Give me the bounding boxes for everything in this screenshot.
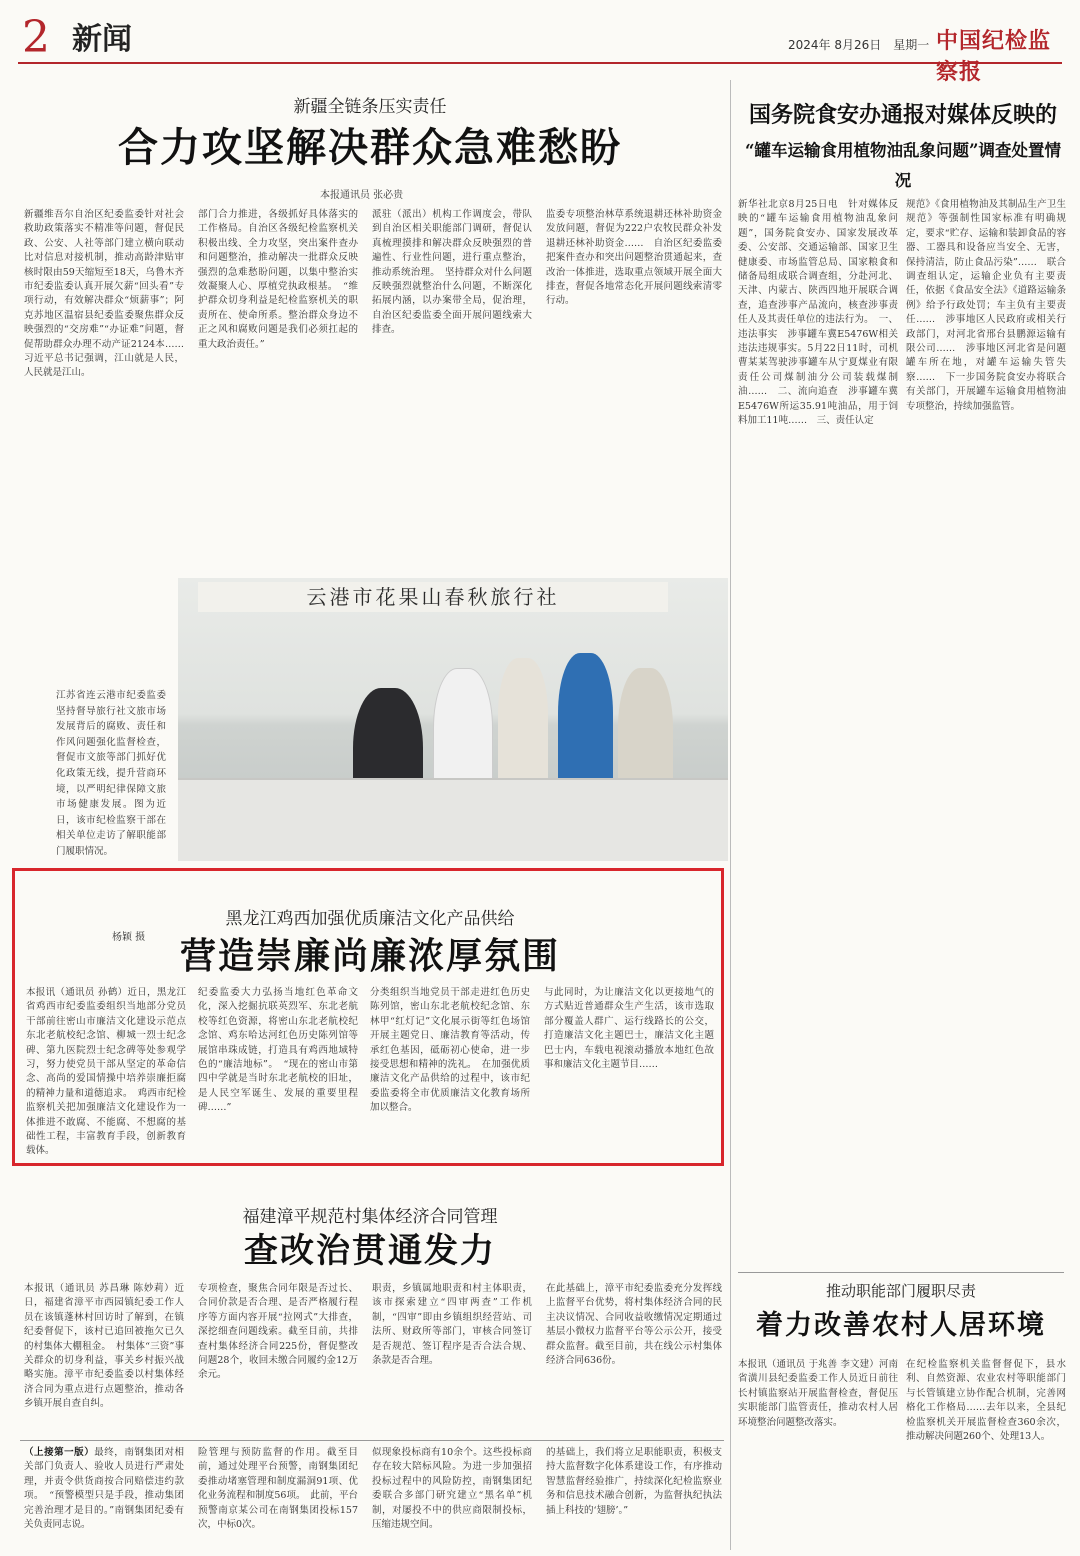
article4-headline: 查改治贯通发力 xyxy=(244,1231,496,1271)
service-counter xyxy=(178,778,728,861)
article3-headline: 营造崇廉尚廉浓厚氛围 xyxy=(179,935,560,977)
article2-column-2: 规范》《食用植物油及其制品生产卫生规范》等强制性国家标准有明确规定，要求“贮存、运输和装卸食品的容器、工器具和设备应当安全、无害，保持清洁，防止食品污染”…… 联合调查组认定，运输企业负有主要责任，依据《食品安全法》《道路运输条例》给予行政处罚；车主负有主要责任…… 涉事地区人民政府或相关行政部门，对河北省邢台县鹏源运输有限公司…… 涉事地区河北省是问题罐车所在地，对罐车运输失管失察…… 下一步国务院食安办将联合有关部门，开展罐车运输食用植物油专项整治，持续加强监管。 xyxy=(906,199,1066,412)
continuation-divider xyxy=(20,1440,724,1441)
sidebar-column-1: 本报讯（通讯员 于兆善 李文建）河南省潢川县纪委监委工作人员近日前往长村镇监察站开展监督检查，督促压实职能部门监管责任，推动农村人居环境整治问题整改落实。 xyxy=(738,1359,898,1428)
continuation-text: 最终，南钢集团对相关部门负责人、验收人员进行严肃处理，并责令供货商按合同赔偿违约款项。 “预警模型只是手段，推动集团完善治理才是目的。”南钢集团纪委有关负责同志说。 xyxy=(24,1447,184,1531)
column-divider xyxy=(730,80,731,1550)
page-header xyxy=(18,12,1062,85)
section-title: 新闻 xyxy=(72,22,132,57)
photo-caption: 江苏省连云港市纪委监委坚持督导旅行社文旅市场发展背后的腐败、责任和作风问题强化监督检查，督促市文旅等部门抓好优化政策无线，提升营商环境，以严明纪律保障文旅市场健康发展。图为近日，该市纪检监察干部在相关单位走访了解职能部门履职情况。 xyxy=(56,690,166,857)
sidebar-divider xyxy=(738,1272,1064,1273)
article3-kicker: 黑龙江鸡西加强优质廉洁文化产品供给 xyxy=(225,909,515,929)
continuation-label: （上接第一版） xyxy=(24,1447,95,1458)
article1-column-3: 派驻（派出）机构工作调度会，带队到自治区相关职能部门调研，督促认真梳理摸排和解决群众反映强烈的普遍性、行业性问题，进行重点整治，推动系统治理。 坚持群众对什么问题反映强烈就整治什么问题，不断深化拓展内涵，以办案带全局，促治理，自治区纪委监委全面开展问题线索大排查。 xyxy=(372,209,532,336)
article4-column-2: 专项检查，聚焦合同年限是否过长、合同价款是否合理、是否严格履行程序等方面内容开展“拉网式”大排查，深挖细查问题线索。截至目前，共排查村集体经济合同225份，督促整改问题28个，收回未缴合同履约金12万余元。 xyxy=(198,1283,358,1381)
article4-column-1: 本报讯（通讯员 苏昌琳 陈妙莉）近日，福建省漳平市西园镇纪委工作人员在该镇蓬林村回访时了解到，在镇纪委督促下，该村已追回被拖欠已久的村集体大棚租金。 村集体“三资”事关群众的切身利益，事关乡村振兴战略实施。漳平市纪委监委以村集体经济合同为重点进行点题整治，推动各乡镇开展自查自纠。 xyxy=(24,1283,184,1410)
article2-column-1: 新华社北京8月25日电 针对媒体反映的“罐车运输食用植物油乱象问题”，国务院食安办、国家发展改革委、公安部、交通运输部、国家卫生健康委、市场监管总局、国家粮食和储备局组成联合调查组，分赴河北、天津、内蒙古、陕西四地开展联合调查，追查涉事产品流向，核查涉事责任人及其责任单位的违法行为。 一、违法事实 涉事罐车冀E5476W相关违法违规事实。5月22日11时，司机曹某某驾驶涉事罐车从宁夏煤业有限责任公司煤制油分公司装载煤制油…… 二、流向追查 涉事罐车冀E5476W所运35.91吨油品，用于饲料加工11吨…… 三、责任认定 xyxy=(738,199,898,427)
article1-byline: 本报通讯员 张必贵 xyxy=(320,190,404,201)
article2-headline-line1: 国务院食安办通报对媒体反映的 xyxy=(748,102,1057,128)
article1-column-2: 部门合力推进，各级抓好具体落实的工作格局。自治区各级纪检监察机关积极出线、全力攻坚，突出案件查办和问题整治，推动解决一批群众反映强烈的急难愁盼问题，以集中整治实效凝聚人心、厚植党执政根基。 “维护群众切身利益是纪检监察机关的职责所在、使命所系。整治群众身边不正之风和腐败问题是我们必须扛起的重大政治责任。” xyxy=(198,209,358,350)
article3-column-3: 分类组织当地党员干部走进红色历史陈列馆，密山东北老航校纪念馆、东林甲“红灯记”文化展示街等红色场馆开展主题党日、廉洁教育等活动，传承红色基因，砥砺初心使命，进一步接受思想和精神的洗礼。 在加强优质廉洁文化产品供给的过程中，该市纪委监委将全市优质廉洁文化教育场所加以整合。 xyxy=(370,987,530,1114)
continuation-column-1 xyxy=(24,1446,184,1550)
photo-banner-sign: 云港市花果山春秋旅行社 xyxy=(198,582,668,612)
sidebar-kicker: 推动职能部门履职尽责 xyxy=(825,1282,976,1300)
person-figure xyxy=(498,658,548,798)
continuation-column-4: 的基础上，我们将立足职能职责，积极支持大监督数字化体系建设工作，有序推动智慧监督经验推广，持续深化纪检监察业务和信息技术融合创新，为监督执纪执法插上科技的‘翅膀’。” xyxy=(546,1447,722,1516)
article1-kicker: 新疆全链条压实责任 xyxy=(293,97,447,117)
news-photo xyxy=(178,578,728,861)
article3-column-2: 纪委监委大力弘扬当地红色革命文化，深入挖掘抗联英烈军、东北老航校等红色资源，将密山东北老航校纪念馆、鸡东哈达河红色历史陈列馆等展馆串珠成链，打造具有鸡西地域特色的“廉洁地标”。 “现在的密山市第四中学就是当时东北老航校的旧址，是人民空军诞生、发展的重要里程碑……” xyxy=(198,987,358,1114)
page-number: 2 xyxy=(22,12,50,63)
article1-column-1: 新疆维吾尔自治区纪委监委针对社会救助政策落实不精准等问题，督促民政、公安、人社等部门建立横向联动比对信息对接机制，推动高龄津贴审核时限由59天缩短至18天，乌鲁木齐市纪委监委认真开展欠薪“回头看”专项行动，有效解决群众“烦薪事”；阿克苏地区温宿县纪委监委聚焦群众反映强烈的“交房难”“办证难”问题，督促帮助群众办理不动产证2124本…… 习近平总书记强调，江山就是人民，人民就是江山。 xyxy=(24,209,194,379)
sidebar-column-2: 在纪检监察机关监督督促下，县水利、自然资源、农业农村等职能部门与长管镇建立协作配合机制，完善网格化工作格局……去年以来，全县纪检监察机关开展监督检查360余次，推动解决问题260个、处理13人。 xyxy=(906,1359,1066,1443)
continuation-column-3: 似现象投标商有10余个。这些投标商存在较大陪标风险。为进一步加强招投标过程中的风险防控，南钢集团纪委联合多部门研究建立“黑名单”机制，对屡投不中的供应商限制投标，压缩违规空间。 xyxy=(372,1447,532,1531)
article4-column-3: 职责，乡镇属地职责和村主体职责，该市探索建立“四审两查”工作机制，“四审”即由乡镇组织经营站、司法所、财政所等部门，审核合同签订是否规范、签订程序是否合法合规、条款是否合理。 xyxy=(372,1283,532,1367)
newspaper-logo: 中国纪检监察报 xyxy=(936,28,1052,85)
article3-column-4: 与此同时，为让廉洁文化以更接地气的方式贴近普通群众生产生活，该市选取部分覆盖人群广、运行线路长的公交，打造廉洁文化主题巴士，廉洁文化主题巴士内，车载电视滚动播放本地红色故事和廉洁文化主题节目…… xyxy=(544,987,714,1071)
article4-kicker: 福建漳平规范村集体经济合同管理 xyxy=(242,1207,498,1227)
issue-date: 2024年 8月26日 星期一 xyxy=(788,38,930,52)
article4-column-4: 在此基础上，漳平市纪委监委充分发挥线上监督平台优势，将村集体经济合同的民主决议情况、合同收益收缴情况定期通过基层小微权力监督平台等公示公开，接受群众监督。截至目前，共在线公示村集体经济合同636份。 xyxy=(546,1283,722,1367)
continuation-column-2: 险管理与预防监督的作用。截至目前，通过处理平台预警，南钢集团纪委推动堵塞管理和制度漏洞91项、优化业务流程和制度56项。 此前，平台预警南京某公司在南钢集团投标157次，中标0次。 xyxy=(198,1447,358,1531)
photo-credit: 杨颖 摄 xyxy=(112,932,146,943)
sidebar-headline: 着力改善农村人居环境 xyxy=(756,1310,1046,1341)
article3-column-1: 本报讯（通讯员 孙鹤）近日，黑龙江省鸡西市纪委监委组织当地部分党员干部前往密山市廉洁文化建设示范点东北老航校纪念馆、柳城一烈士纪念碑、第九医院烈士纪念碑等处参观学习，努力使党员干部从坚定的革命信念、高尚的爱国情操中培养崇廉拒腐的精神力量和道德追求。 鸡西市纪检监察机关把加强廉洁文化建设作为一体推进不敢腐、不能腐、不想腐的基础性工程，丰富教育手段，创新教育载体。 xyxy=(26,987,186,1157)
article1-column-4: 监委专项整治林草系统退耕还林补助资金发放问题，督促为222户农牧民群众补发退耕还林补助资金…… 自治区纪委监委把案件查办和突出问题整治贯通起来，查改治一体推进，选取重点领域开展全面大排查，督促各地常态化开展问题线索清零行动。 xyxy=(546,209,722,307)
article2-headline-line2: “罐车运输食用植物油乱象问题”调查处置情况 xyxy=(745,141,1061,190)
article1-headline: 合力攻坚解决群众急难愁盼 xyxy=(118,124,622,171)
